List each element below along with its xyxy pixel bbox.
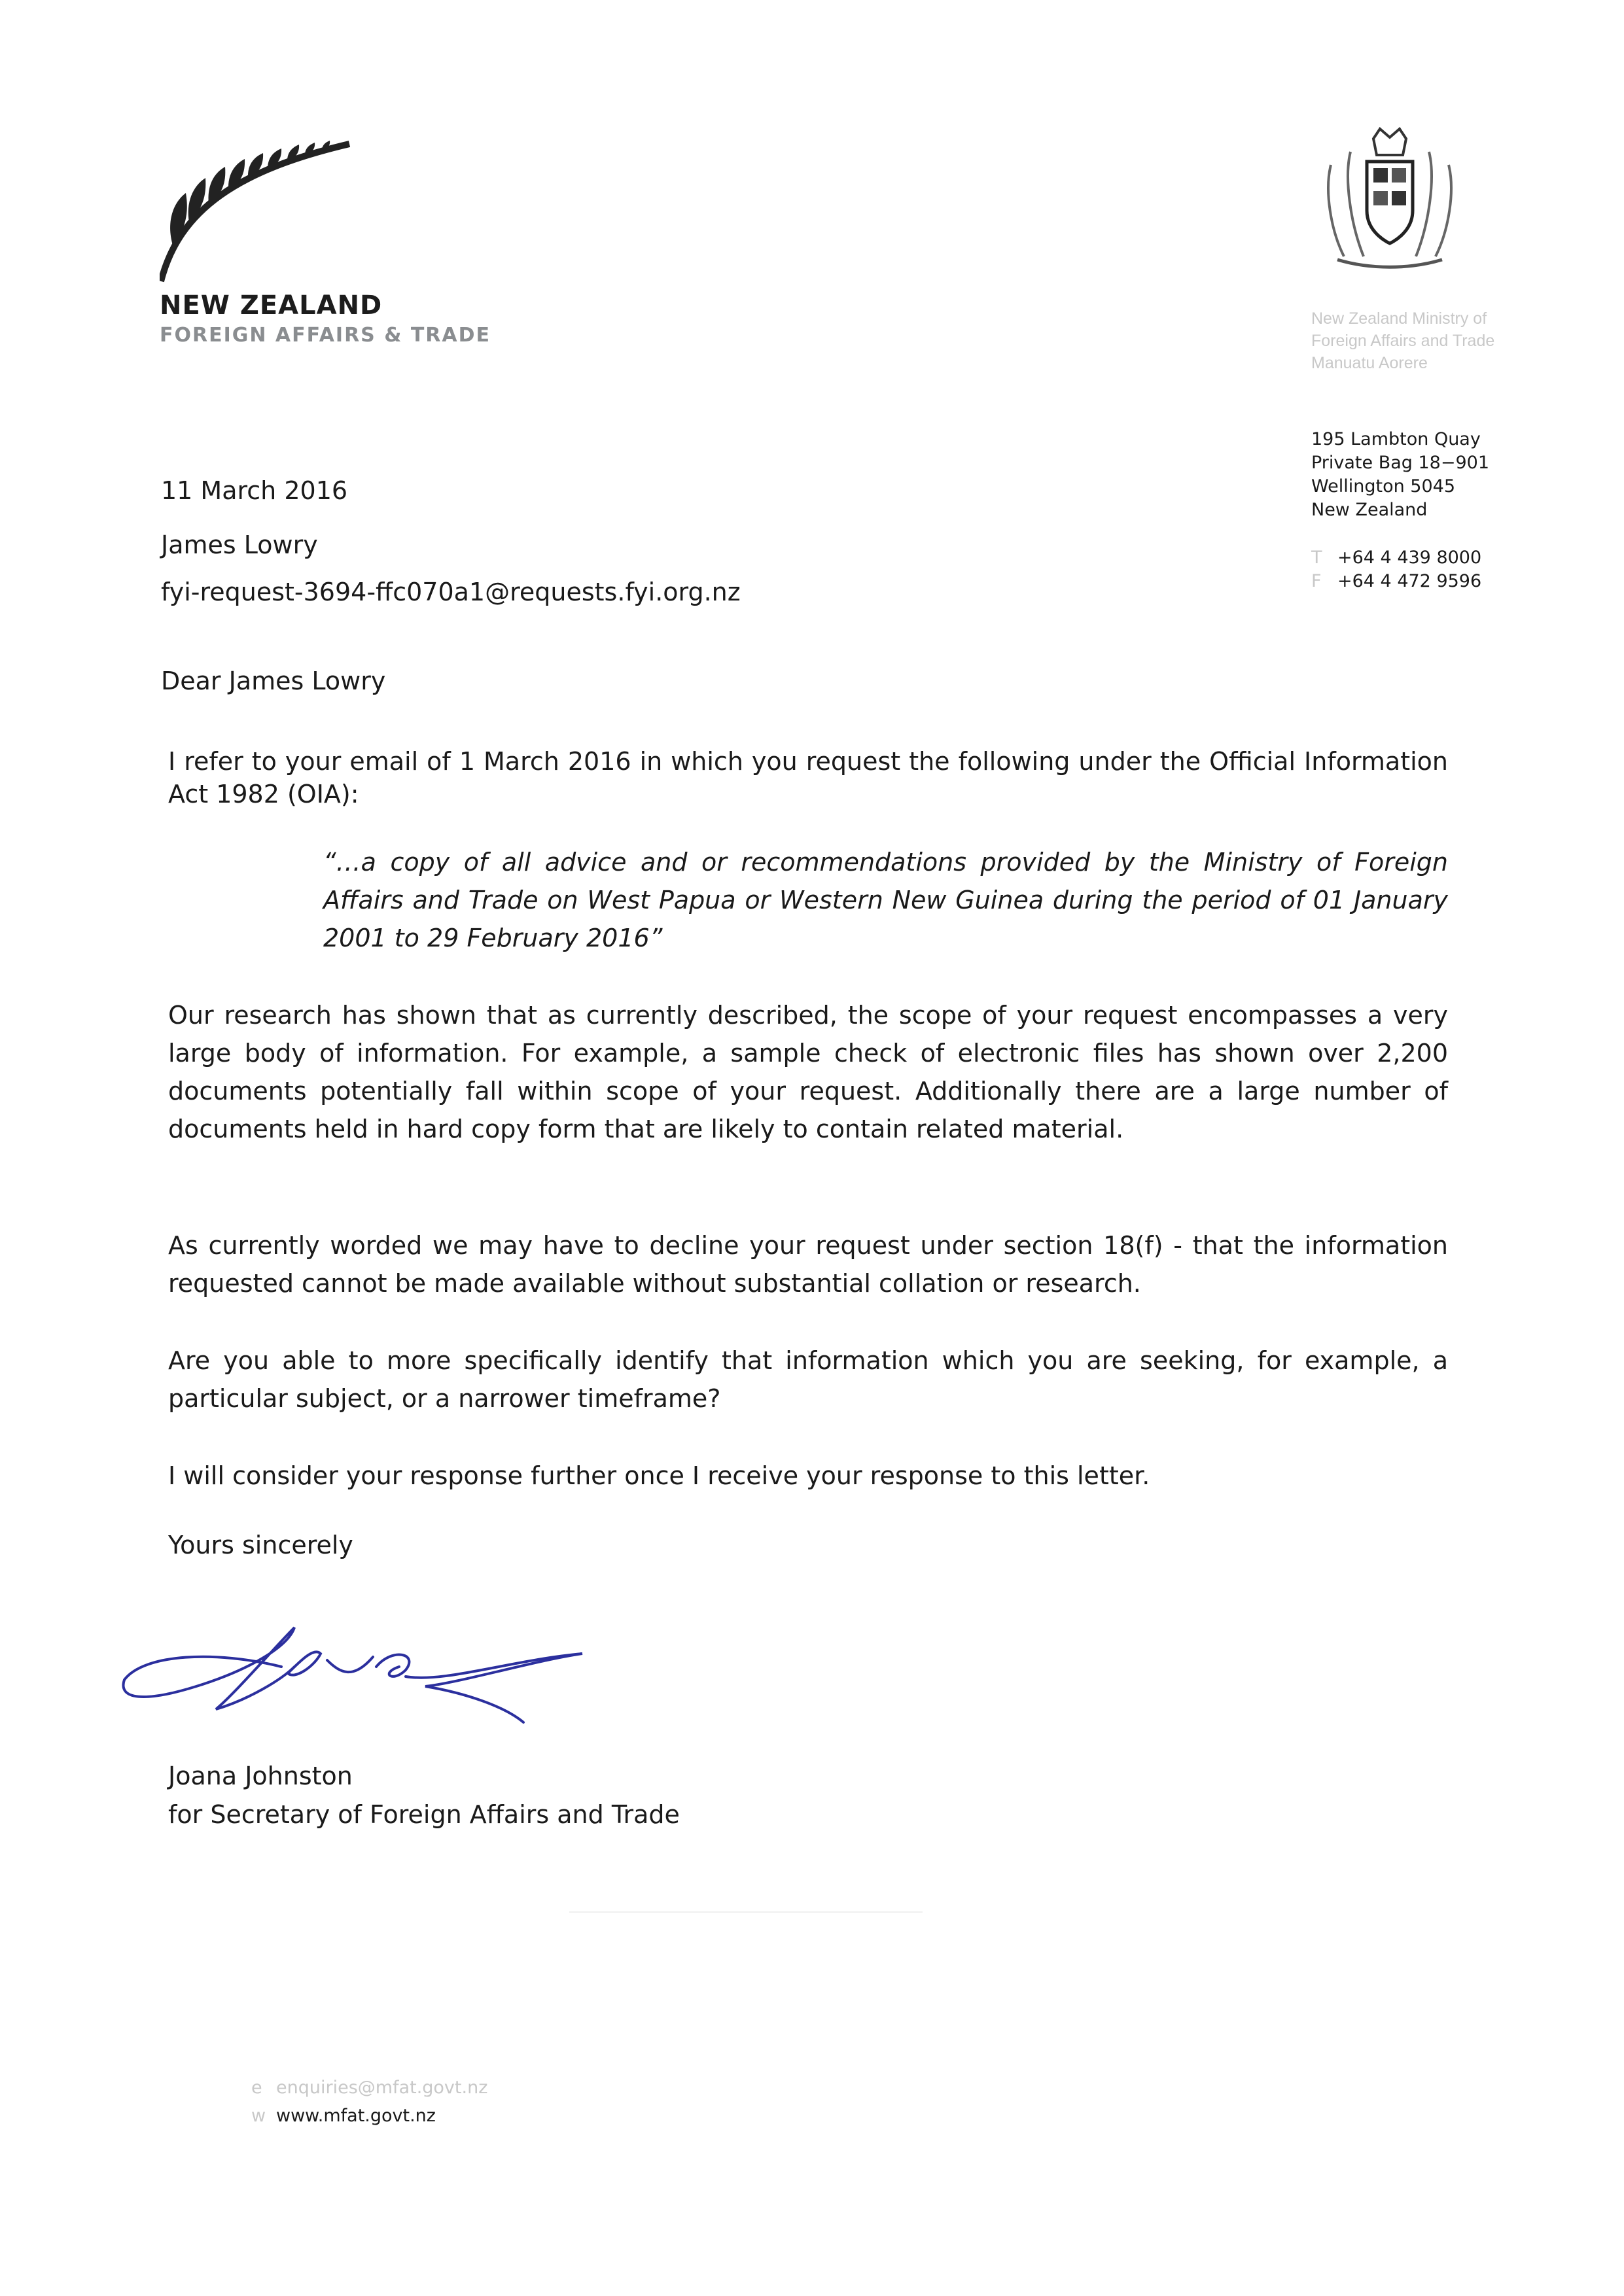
postal-address — [1311, 428, 1489, 522]
address-line: New Zealand — [1311, 500, 1428, 520]
mfat-logo — [160, 131, 362, 290]
footer-email-link[interactable]: enquiries@mfat.govt.nz — [276, 2078, 488, 2098]
email-label: e — [251, 2078, 262, 2098]
paragraph-clarify: Are you able to more specifically identify that information which you are seeking, for example, a particular subject, or a narrower timeframe? — [168, 1346, 1448, 1413]
phone-row — [1311, 546, 1481, 570]
signature — [118, 1621, 589, 1735]
salutation: Dear James Lowry — [161, 667, 386, 695]
silver-fern-icon — [160, 131, 362, 288]
paragraph-consider: I will consider your response further once I receive your response to this letter. — [168, 1461, 1150, 1490]
footer-email-row — [251, 2074, 487, 2102]
address-line: 195 Lambton Quay — [1311, 429, 1481, 449]
contact-numbers — [1311, 546, 1481, 593]
signatory-title: for Secretary of Foreign Affairs and Trade — [168, 1800, 680, 1829]
coat-of-arms-icon — [1311, 126, 1468, 275]
ministry-name-line: Foreign Affairs and Trade — [1311, 332, 1495, 350]
footer-divider — [569, 1911, 923, 1913]
paragraph-decline: As currently worded we may have to decline your request under section 18(f) - that the information requested cannot be made available without substantial collation or research. — [168, 1231, 1448, 1298]
signatory-name: Joana Johnston — [168, 1762, 353, 1790]
closing: Yours sincerely — [168, 1531, 353, 1559]
web-label: w — [251, 2106, 266, 2126]
logo-title: NEW ZEALAND — [160, 290, 383, 321]
paragraph-request-reference: I refer to your email of 1 March 2016 in which you request the following under the Official Information Act 1982 (OIA): — [168, 747, 1448, 809]
address-line: Wellington 5045 — [1311, 476, 1455, 496]
footer-web-link[interactable]: www.mfat.govt.nz — [276, 2106, 436, 2126]
ministry-name — [1311, 307, 1494, 374]
paragraph-scope: Our research has shown that as currently described, the scope of your request encompasses a very large body of information. For example, a sample check of electronic files has shown over 2,200 documents potentially fall within scope of your request. Additionally there are a large number of documents held in hard copy form that are likely to contain related material. — [168, 1001, 1448, 1143]
ministry-name-line: New Zealand Ministry of — [1311, 309, 1487, 328]
logo-subtitle: FOREIGN AFFAIRS & TRADE — [160, 324, 491, 347]
footer-contact — [251, 2074, 487, 2130]
ministry-name-line: Manuatu Aorere — [1311, 354, 1428, 372]
recipient-email: fyi-request-3694-ffc070a1@requests.fyi.org.nz — [161, 578, 741, 606]
footer-web-row — [251, 2102, 487, 2130]
fax-number: +64 4 472 9596 — [1337, 571, 1482, 591]
phone-label: T — [1311, 548, 1322, 568]
request-quote: “…a copy of all advice and or recommendations provided by the Ministry of Foreign Affairs and Trade on West Papua or Western New Guinea during the period of 01 January 2001 to 29 February 2016” — [323, 848, 1448, 952]
fax-row — [1311, 570, 1481, 593]
phone-number: +64 4 439 8000 — [1337, 548, 1482, 568]
fax-label: F — [1311, 571, 1322, 591]
recipient-name: James Lowry — [161, 531, 318, 559]
letter-date: 11 March 2016 — [161, 476, 348, 505]
address-line: Private Bag 18−901 — [1311, 453, 1490, 473]
